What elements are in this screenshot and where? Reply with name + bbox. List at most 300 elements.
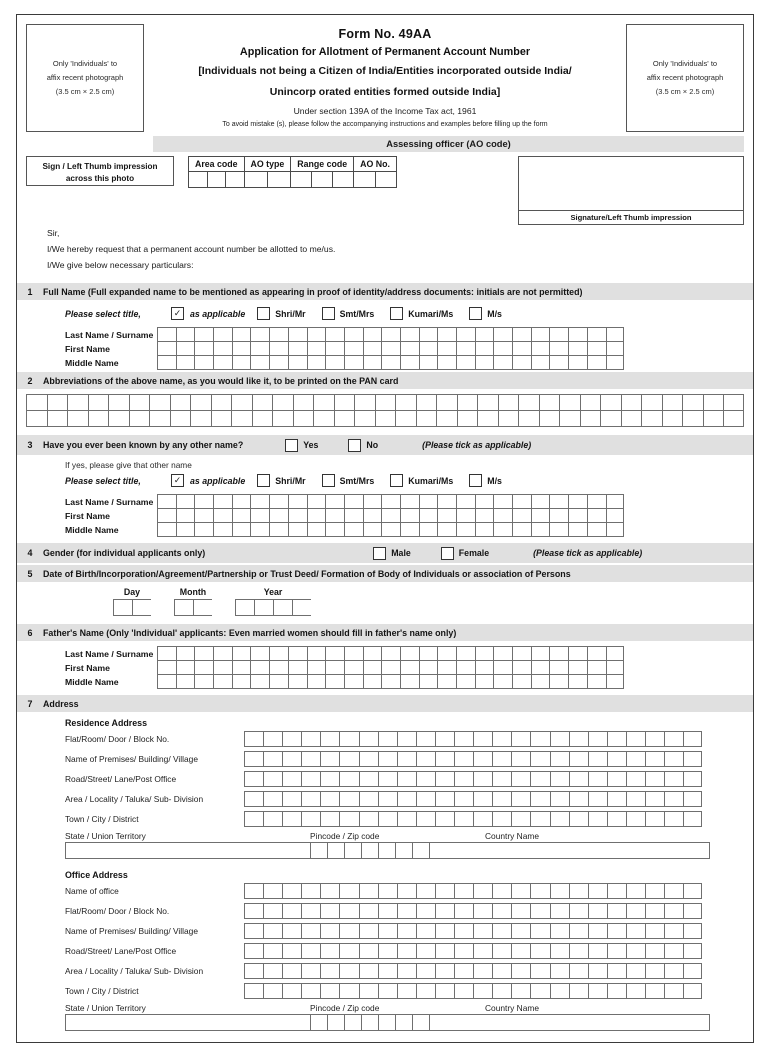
input-cell[interactable] [176,522,195,537]
input-cell[interactable] [176,341,195,356]
input-cell[interactable] [359,983,378,999]
input-cell[interactable] [176,327,195,342]
input-cell[interactable] [400,522,419,537]
input-cell[interactable] [232,646,251,661]
input-cell[interactable] [250,522,269,537]
input-cell[interactable] [47,410,68,427]
input-cell[interactable] [381,660,400,675]
input-cell[interactable] [320,751,339,767]
input-cell[interactable] [288,341,307,356]
input-cell[interactable] [626,943,645,959]
input-cell[interactable] [325,646,344,661]
input-cell[interactable] [250,660,269,675]
input-cell[interactable] [232,494,251,509]
input-cell[interactable] [378,943,397,959]
input-cell[interactable] [176,494,195,509]
input-cell[interactable] [419,355,438,370]
input-cell[interactable] [683,943,702,959]
input-cell[interactable] [530,731,549,747]
input-cell[interactable] [381,646,400,661]
input-cell[interactable] [344,494,363,509]
input-cell[interactable] [600,410,621,427]
input-cell[interactable] [397,983,416,999]
input-cell[interactable] [723,410,744,427]
input-cell[interactable] [301,791,320,807]
input-cell[interactable] [569,983,588,999]
input-cell[interactable] [621,394,642,411]
input-cell[interactable] [512,341,531,356]
input-cell[interactable] [549,646,568,661]
input-cell[interactable] [588,983,607,999]
input-cell[interactable] [176,355,195,370]
office-pincode-cell[interactable] [327,1014,344,1031]
title-checkbox-s1-3[interactable] [469,307,482,320]
input-cell[interactable] [492,943,511,959]
input-cell[interactable] [607,883,626,899]
input-cell[interactable] [211,394,232,411]
input-cell[interactable] [456,522,475,537]
input-cell[interactable] [250,494,269,509]
input-cell[interactable] [244,923,263,939]
input-cell[interactable] [587,327,606,342]
input-cell[interactable] [662,394,683,411]
input-cell[interactable] [531,341,550,356]
input-cell[interactable] [344,674,363,689]
input-cell[interactable] [437,660,456,675]
input-cell[interactable] [250,508,269,523]
input-cell[interactable] [550,771,569,787]
input-cell[interactable] [325,522,344,537]
input-cell[interactable] [568,674,587,689]
input-cell[interactable] [269,494,288,509]
input-cell[interactable] [587,508,606,523]
input-cell[interactable] [301,983,320,999]
office-pincode-cell[interactable] [378,1014,395,1031]
input-cell[interactable] [419,494,438,509]
input-cell[interactable] [550,963,569,979]
input-cell[interactable] [263,923,282,939]
input-cell[interactable] [435,903,454,919]
input-cell[interactable] [588,811,607,827]
input-cell[interactable] [512,522,531,537]
input-cell[interactable] [250,341,269,356]
input-cell[interactable] [475,646,494,661]
input-cell[interactable] [157,674,176,689]
ao-input-cell[interactable] [333,172,354,188]
input-cell[interactable] [269,522,288,537]
input-cell[interactable] [683,883,702,899]
input-cell[interactable] [194,660,213,675]
input-cell[interactable] [157,522,176,537]
input-cell[interactable] [588,751,607,767]
input-cell[interactable] [437,508,456,523]
input-cell[interactable] [344,646,363,661]
input-cell[interactable] [263,943,282,959]
input-cell[interactable] [419,508,438,523]
signature-input-box[interactable] [518,156,744,211]
input-cell[interactable] [683,983,702,999]
input-cell[interactable] [88,410,109,427]
input-cell[interactable] [435,943,454,959]
input-cell[interactable] [454,963,473,979]
input-cell[interactable] [232,674,251,689]
office-pincode-cell[interactable] [395,1014,412,1031]
input-cell[interactable] [378,771,397,787]
input-cell[interactable] [607,751,626,767]
input-cell[interactable] [363,494,382,509]
input-cell[interactable] [626,983,645,999]
input-cell[interactable] [301,883,320,899]
input-cell[interactable] [550,731,569,747]
input-cell[interactable] [272,394,293,411]
input-cell[interactable] [419,341,438,356]
input-cell[interactable] [454,903,473,919]
input-cell[interactable] [511,811,530,827]
input-cell[interactable] [587,355,606,370]
input-cell[interactable] [683,903,702,919]
title-checkbox-s3-3[interactable] [469,474,482,487]
input-cell[interactable] [626,811,645,827]
input-cell[interactable] [301,963,320,979]
input-cell[interactable] [320,731,339,747]
input-cell[interactable] [456,494,475,509]
input-cell[interactable] [282,771,301,787]
input-cell[interactable] [378,811,397,827]
input-cell[interactable] [645,751,664,767]
sign-across-photo-box[interactable] [26,156,174,186]
ao-input-cell[interactable] [354,172,375,188]
input-cell[interactable] [416,923,435,939]
input-cell[interactable] [176,674,195,689]
input-cell[interactable] [454,731,473,747]
input-cell[interactable] [473,811,492,827]
input-cell[interactable] [213,355,232,370]
input-cell[interactable] [473,771,492,787]
input-cell[interactable] [232,327,251,342]
input-cell[interactable] [683,751,702,767]
input-cell[interactable] [550,983,569,999]
input-cell[interactable] [664,811,683,827]
input-cell[interactable] [683,963,702,979]
input-cell[interactable] [416,883,435,899]
input-cell[interactable] [339,731,358,747]
input-cell[interactable] [363,341,382,356]
input-cell[interactable] [301,731,320,747]
gender-male-checkbox[interactable] [373,547,386,560]
input-cell[interactable] [339,771,358,787]
input-cell[interactable] [108,410,129,427]
input-cell[interactable] [511,943,530,959]
input-cell[interactable] [492,731,511,747]
input-cell[interactable] [307,660,326,675]
input-cell[interactable] [606,660,625,675]
input-cell[interactable] [149,394,170,411]
input-cell[interactable] [645,983,664,999]
input-cell[interactable] [626,751,645,767]
input-cell[interactable] [397,771,416,787]
input-cell[interactable] [568,660,587,675]
input-cell[interactable] [282,751,301,767]
input-cell[interactable] [250,674,269,689]
input-cell[interactable] [588,883,607,899]
input-cell[interactable] [400,341,419,356]
input-cell[interactable] [664,923,683,939]
ao-input-cell[interactable] [226,172,245,188]
input-cell[interactable] [641,410,662,427]
input-cell[interactable] [325,674,344,689]
input-cell[interactable] [400,494,419,509]
input-cell[interactable] [723,394,744,411]
input-cell[interactable] [129,394,150,411]
residence-state-input[interactable] [65,842,310,859]
input-cell[interactable] [213,646,232,661]
office-country-input[interactable] [429,1014,710,1031]
input-cell[interactable] [607,771,626,787]
input-cell[interactable] [626,771,645,787]
input-cell[interactable] [456,341,475,356]
input-cell[interactable] [498,410,519,427]
input-cell[interactable] [213,327,232,342]
input-cell[interactable] [263,771,282,787]
input-cell[interactable] [339,751,358,767]
input-cell[interactable] [606,327,625,342]
input-cell[interactable] [244,943,263,959]
input-cell[interactable] [400,646,419,661]
input-cell[interactable] [492,903,511,919]
input-cell[interactable] [569,943,588,959]
input-cell[interactable] [231,394,252,411]
input-cell[interactable] [359,751,378,767]
input-cell[interactable] [244,791,263,807]
input-cell[interactable] [531,522,550,537]
input-cell[interactable] [344,355,363,370]
input-cell[interactable] [511,731,530,747]
input-cell[interactable] [213,494,232,509]
residence-pincode-cell[interactable] [310,842,327,859]
input-cell[interactable] [457,410,478,427]
input-cell[interactable] [549,327,568,342]
input-cell[interactable] [454,983,473,999]
input-cell[interactable] [645,791,664,807]
input-cell[interactable] [359,731,378,747]
input-cell[interactable] [232,508,251,523]
input-cell[interactable] [325,327,344,342]
input-cell[interactable] [493,341,512,356]
input-cell[interactable] [244,771,263,787]
input-cell[interactable] [511,923,530,939]
input-cell[interactable] [587,646,606,661]
input-cell[interactable] [288,494,307,509]
input-cell[interactable] [606,494,625,509]
input-cell[interactable] [682,410,703,427]
dob-input-cell[interactable] [273,599,292,616]
input-cell[interactable] [606,508,625,523]
other-name-no-checkbox[interactable] [348,439,361,452]
input-cell[interactable] [454,943,473,959]
input-cell[interactable] [381,522,400,537]
input-cell[interactable] [492,963,511,979]
input-cell[interactable] [549,674,568,689]
input-cell[interactable] [569,963,588,979]
input-cell[interactable] [435,883,454,899]
input-cell[interactable] [194,494,213,509]
input-cell[interactable] [607,731,626,747]
input-cell[interactable] [263,983,282,999]
ao-input-cell[interactable] [244,172,267,188]
input-cell[interactable] [419,646,438,661]
input-cell[interactable] [492,771,511,787]
input-cell[interactable] [559,394,580,411]
input-cell[interactable] [307,646,326,661]
input-cell[interactable] [378,731,397,747]
ao-input-cell[interactable] [312,172,333,188]
input-cell[interactable] [170,410,191,427]
input-cell[interactable] [473,923,492,939]
input-cell[interactable] [157,646,176,661]
input-cell[interactable] [282,791,301,807]
input-cell[interactable] [176,508,195,523]
input-cell[interactable] [498,394,519,411]
input-cell[interactable] [473,883,492,899]
input-cell[interactable] [549,494,568,509]
photo-box-left[interactable] [26,24,144,132]
input-cell[interactable] [67,410,88,427]
input-cell[interactable] [157,494,176,509]
title-checkbox-s1-0[interactable] [257,307,270,320]
input-cell[interactable] [531,494,550,509]
input-cell[interactable] [263,883,282,899]
input-cell[interactable] [282,903,301,919]
input-cell[interactable] [416,394,437,411]
input-cell[interactable] [359,771,378,787]
input-cell[interactable] [437,522,456,537]
input-cell[interactable] [568,522,587,537]
input-cell[interactable] [512,660,531,675]
input-cell[interactable] [359,791,378,807]
input-cell[interactable] [549,660,568,675]
input-cell[interactable] [213,508,232,523]
input-cell[interactable] [641,394,662,411]
input-cell[interactable] [378,923,397,939]
input-cell[interactable] [473,943,492,959]
office-pincode-cell[interactable] [412,1014,429,1031]
input-cell[interactable] [512,674,531,689]
input-cell[interactable] [244,883,263,899]
input-cell[interactable] [378,751,397,767]
input-cell[interactable] [530,791,549,807]
input-cell[interactable] [416,410,437,427]
input-cell[interactable] [194,508,213,523]
input-cell[interactable] [569,791,588,807]
input-cell[interactable] [606,646,625,661]
input-cell[interactable] [170,394,191,411]
input-cell[interactable] [378,903,397,919]
input-cell[interactable] [263,811,282,827]
input-cell[interactable] [325,508,344,523]
input-cell[interactable] [339,963,358,979]
input-cell[interactable] [282,943,301,959]
input-cell[interactable] [157,341,176,356]
input-cell[interactable] [435,923,454,939]
input-cell[interactable] [454,771,473,787]
input-cell[interactable] [473,963,492,979]
input-cell[interactable] [607,963,626,979]
input-cell[interactable] [531,508,550,523]
input-cell[interactable] [435,731,454,747]
input-cell[interactable] [307,494,326,509]
input-cell[interactable] [492,751,511,767]
input-cell[interactable] [437,355,456,370]
input-cell[interactable] [437,674,456,689]
input-cell[interactable] [550,751,569,767]
input-cell[interactable] [354,410,375,427]
office-state-input[interactable] [65,1014,310,1031]
input-cell[interactable] [301,943,320,959]
input-cell[interactable] [288,646,307,661]
input-cell[interactable] [359,811,378,827]
input-cell[interactable] [530,943,549,959]
input-cell[interactable] [282,983,301,999]
input-cell[interactable] [282,883,301,899]
input-cell[interactable] [475,660,494,675]
input-cell[interactable] [194,522,213,537]
residence-pincode-cell[interactable] [327,842,344,859]
residence-pincode-cell[interactable] [412,842,429,859]
input-cell[interactable] [539,394,560,411]
input-cell[interactable] [231,410,252,427]
input-cell[interactable] [263,731,282,747]
input-cell[interactable] [244,811,263,827]
input-cell[interactable] [375,394,396,411]
input-cell[interactable] [454,751,473,767]
input-cell[interactable] [419,522,438,537]
input-cell[interactable] [511,883,530,899]
input-cell[interactable] [530,883,549,899]
input-cell[interactable] [587,522,606,537]
input-cell[interactable] [416,751,435,767]
input-cell[interactable] [320,963,339,979]
input-cell[interactable] [344,327,363,342]
input-cell[interactable] [244,731,263,747]
input-cell[interactable] [252,394,273,411]
input-cell[interactable] [580,410,601,427]
input-cell[interactable] [475,355,494,370]
input-cell[interactable] [477,410,498,427]
input-cell[interactable] [176,646,195,661]
input-cell[interactable] [397,923,416,939]
input-cell[interactable] [320,903,339,919]
input-cell[interactable] [397,883,416,899]
input-cell[interactable] [381,674,400,689]
input-cell[interactable] [250,355,269,370]
ao-input-cell[interactable] [189,172,208,188]
input-cell[interactable] [588,903,607,919]
input-cell[interactable] [456,355,475,370]
input-cell[interactable] [550,791,569,807]
input-cell[interactable] [530,771,549,787]
input-cell[interactable] [530,751,549,767]
residence-pincode-cell[interactable] [361,842,378,859]
input-cell[interactable] [435,983,454,999]
dob-input-cell[interactable] [254,599,273,616]
input-cell[interactable] [511,791,530,807]
input-cell[interactable] [244,751,263,767]
input-cell[interactable] [397,963,416,979]
input-cell[interactable] [703,394,724,411]
input-cell[interactable] [244,983,263,999]
input-cell[interactable] [682,394,703,411]
input-cell[interactable] [569,731,588,747]
